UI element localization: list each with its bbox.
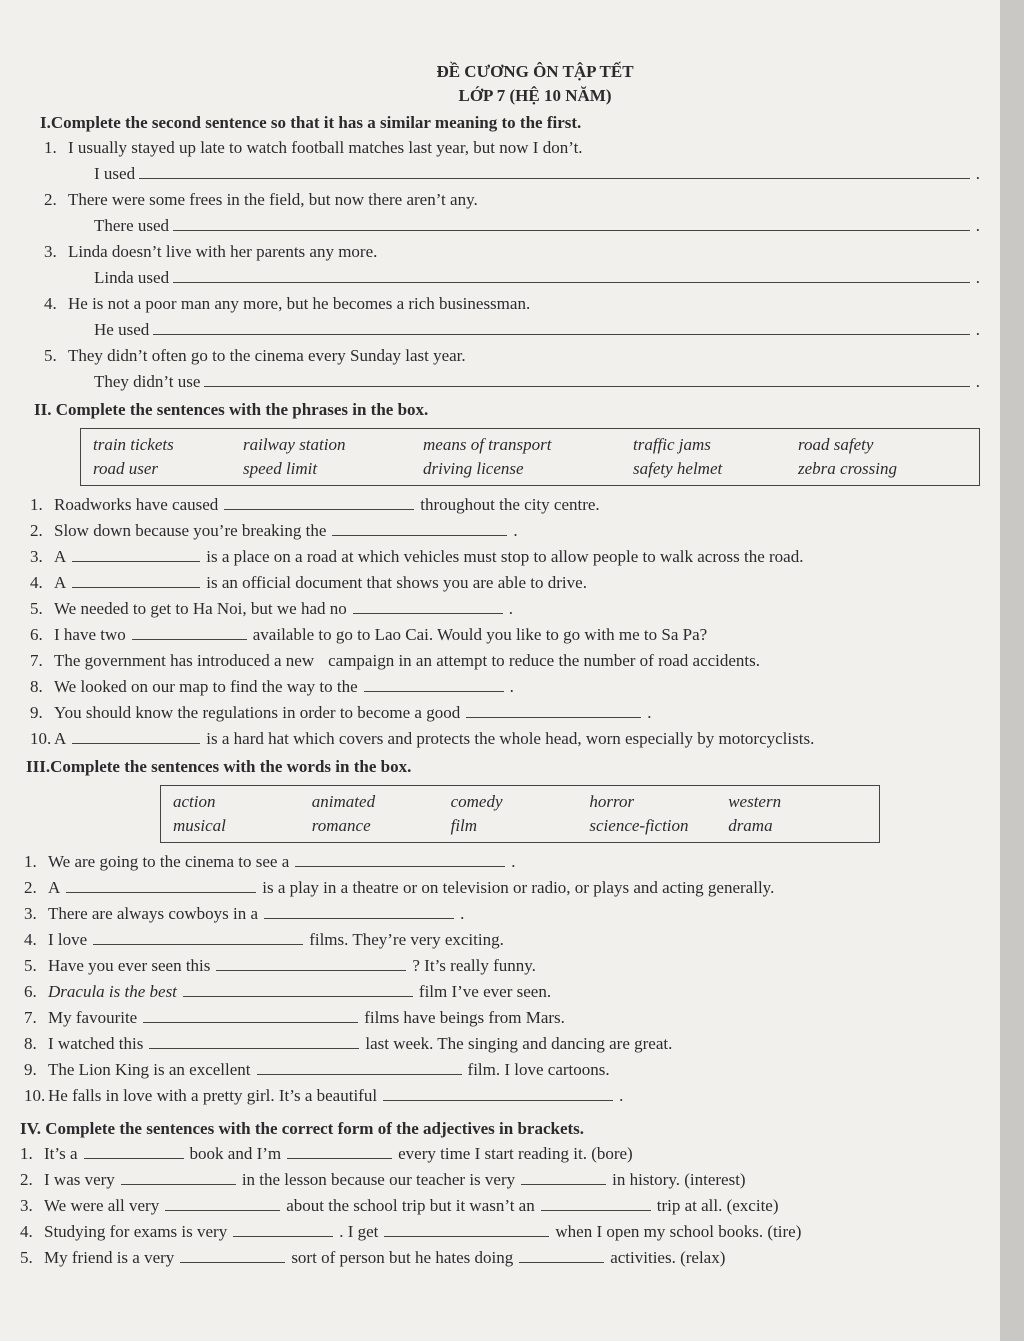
s2-item <box>30 570 980 596</box>
section-2 <box>30 492 980 752</box>
s4-num: 2. <box>20 1170 33 1189</box>
s2-text-b: throughout the city centre. <box>420 495 600 514</box>
worksheet-content <box>20 60 980 1271</box>
s4-num: 3. <box>20 1196 33 1215</box>
s3-num: 7. <box>24 1008 37 1027</box>
s2-num: 3. <box>30 547 43 566</box>
s3-num: 8. <box>24 1034 37 1053</box>
s2-text-b: . <box>513 521 518 540</box>
s2-num: 2. <box>30 521 43 540</box>
s3-item <box>24 901 980 927</box>
answer-blank[interactable] <box>257 1058 462 1075</box>
s2-num: 8. <box>30 677 43 696</box>
answer-blank[interactable] <box>521 1168 606 1185</box>
s4-text-b: book and I’m <box>189 1144 282 1163</box>
answer-blank[interactable] <box>183 980 413 997</box>
s2-text-a: Slow down because you’re breaking the <box>54 521 327 540</box>
section-4-heading: IV. Complete the sentences with the correct form of the adjectives in brackets. <box>20 1119 585 1138</box>
s2-item <box>30 518 980 544</box>
title-line-1: ĐỀ CƯƠNG ÔN TẬP TẾT <box>436 62 634 81</box>
s2-num: 7. <box>30 651 43 670</box>
s3-text-a: My favourite <box>48 1008 138 1027</box>
answer-blank[interactable] <box>72 571 200 588</box>
box-word: road safety <box>798 435 874 454</box>
answer-blank[interactable] <box>139 162 970 179</box>
s1-stem: He used <box>94 320 150 339</box>
answer-blank[interactable] <box>93 928 303 945</box>
box-word: horror <box>589 792 635 811</box>
s4-text-c: trip at all. (excite) <box>656 1196 779 1215</box>
s1-num: 3. <box>44 242 57 261</box>
s2-num: 10. <box>30 729 52 748</box>
s4-text-b: about the school trip but it wasn’t an <box>286 1196 535 1215</box>
s3-item <box>24 849 980 875</box>
s3-text-a: Dracula is the best <box>48 982 177 1001</box>
s1-text: They didn’t often go to the cinema every Sunday last year. <box>68 346 466 365</box>
answer-blank[interactable] <box>384 1220 549 1237</box>
s2-text-b: available to go to Lao Cai. Would you like to go with me to Sa Pa? <box>252 625 708 644</box>
answer-blank[interactable] <box>541 1194 651 1211</box>
s2-text-a: A <box>54 547 67 566</box>
s3-item <box>24 1083 980 1109</box>
answer-blank[interactable] <box>173 266 970 283</box>
s3-text-a: A <box>48 878 61 897</box>
s3-item <box>24 1057 980 1083</box>
box-word: comedy <box>450 792 503 811</box>
s2-text-b: . <box>509 677 514 696</box>
box-word: action <box>173 792 216 811</box>
s3-text-b: films. They’re very exciting. <box>309 930 504 949</box>
s4-item <box>20 1245 980 1271</box>
s1-text: He is not a poor man any more, but he becomes a rich businessman. <box>68 294 531 313</box>
s1-item <box>44 239 980 265</box>
s2-item <box>30 726 980 752</box>
s2-item <box>30 648 980 674</box>
box-word: drama <box>728 816 773 835</box>
s2-num: 6. <box>30 625 43 644</box>
s2-text-b: . <box>508 599 513 618</box>
s4-item <box>20 1219 980 1245</box>
s3-text-b: . <box>460 904 465 923</box>
s1-stem: Linda used <box>94 268 170 287</box>
answer-blank[interactable] <box>216 954 406 971</box>
answer-blank[interactable] <box>132 623 247 640</box>
answer-blank[interactable] <box>173 214 970 231</box>
s2-text-b: is a place on a road at which vehicles must stop to allow people to walk across the road. <box>206 547 804 566</box>
s4-text-a: We were all very <box>44 1196 160 1215</box>
s2-item <box>30 700 980 726</box>
s3-num: 10. <box>24 1086 46 1105</box>
box-word: traffic jams <box>633 435 711 454</box>
box-word: zebra crossing <box>798 459 898 478</box>
s2-text-a: You should know the regulations in order to become a good <box>54 703 461 722</box>
answer-blank[interactable] <box>383 1084 613 1101</box>
box-word: train tickets <box>93 435 174 454</box>
s3-text-b: . <box>619 1086 624 1105</box>
section-3 <box>24 849 980 1109</box>
s4-text-c: in history. (interest) <box>612 1170 746 1189</box>
s4-text-b: . I get <box>339 1222 379 1241</box>
s2-num: 9. <box>30 703 43 722</box>
box-word: means of transport <box>423 435 552 454</box>
s1-num: 1. <box>44 138 57 157</box>
answer-blank[interactable] <box>519 1246 604 1263</box>
phrase-box <box>80 428 980 486</box>
answer-blank[interactable] <box>143 1006 358 1023</box>
s3-num: 4. <box>24 930 37 949</box>
s3-text-a: The Lion King is an excellent <box>48 1060 251 1079</box>
s2-item <box>30 674 980 700</box>
answer-blank[interactable] <box>121 1168 236 1185</box>
s1-stem: I used <box>94 164 136 183</box>
s3-num: 9. <box>24 1060 37 1079</box>
box-word: western <box>728 792 782 811</box>
box-word: romance <box>311 816 371 835</box>
answer-blank[interactable] <box>224 493 414 510</box>
answer-blank[interactable] <box>153 318 970 335</box>
s1-text: Linda doesn’t live with her parents any more. <box>68 242 378 261</box>
s3-text-b: . <box>511 852 516 871</box>
s2-text-b: is an official document that shows you are able to drive. <box>206 573 587 592</box>
s4-item <box>20 1193 980 1219</box>
answer-blank[interactable] <box>353 597 503 614</box>
s1-num: 5. <box>44 346 57 365</box>
s3-item <box>24 1005 980 1031</box>
s4-num: 1. <box>20 1144 33 1163</box>
s4-text-b: sort of person but he hates doing <box>291 1248 514 1267</box>
answer-blank[interactable] <box>233 1220 333 1237</box>
s4-text-c: when I open my school books. (tire) <box>555 1222 802 1241</box>
s2-text-a: Roadworks have caused <box>54 495 219 514</box>
s1-answer-line: Linda used . <box>44 265 980 291</box>
background-edge <box>1000 0 1024 1341</box>
box-word: driving license <box>423 459 524 478</box>
title-line-2: LỚP 7 (HỆ 10 NĂM) <box>458 86 612 105</box>
answer-blank[interactable] <box>165 1194 280 1211</box>
box-word: railway station <box>243 435 346 454</box>
box-word: film <box>450 816 478 835</box>
s4-text-a: Studying for exams is very <box>44 1222 228 1241</box>
s2-item <box>30 596 980 622</box>
box-word: musical <box>173 816 226 835</box>
s3-text-a: He falls in love with a pretty girl. It’s a beautiful <box>48 1086 378 1105</box>
box-word: animated <box>311 792 376 811</box>
s2-text-a: A <box>54 573 67 592</box>
s2-item <box>30 622 980 648</box>
s1-item <box>44 187 980 213</box>
s4-num: 5. <box>20 1248 33 1267</box>
s4-num: 4. <box>20 1222 33 1241</box>
s3-text-a: We are going to the cinema to see a <box>48 852 290 871</box>
s1-stem: They didn’t use <box>94 372 201 391</box>
s4-text-a: It’s a <box>44 1144 78 1163</box>
s1-num: 4. <box>44 294 57 313</box>
answer-blank[interactable] <box>204 370 969 387</box>
s3-num: 5. <box>24 956 37 975</box>
answer-blank[interactable] <box>149 1032 359 1049</box>
s2-num: 5. <box>30 599 43 618</box>
section-2-heading: II. Complete the sentences with the phrases in the box. <box>34 400 429 419</box>
s2-text-a: We needed to get to Ha Noi, but we had no <box>54 599 347 618</box>
s3-item <box>24 1031 980 1057</box>
word-box <box>160 785 880 843</box>
s2-text-a: We looked on our map to find the way to the <box>54 677 358 696</box>
answer-blank[interactable] <box>364 675 504 692</box>
s3-text-a: Have you ever seen this <box>48 956 211 975</box>
s4-text-c: activities. (relax) <box>610 1248 726 1267</box>
s1-item <box>44 343 980 369</box>
s4-text-b: in the lesson because our teacher is very <box>241 1170 516 1189</box>
s3-num: 2. <box>24 878 37 897</box>
s3-text-a: I love <box>48 930 88 949</box>
s1-stem: There used <box>94 216 170 235</box>
s3-item <box>24 927 980 953</box>
box-word: road user <box>93 459 159 478</box>
s2-num: 1. <box>30 495 43 514</box>
s2-text-b: . <box>647 703 652 722</box>
answer-blank[interactable] <box>66 876 256 893</box>
box-word: safety helmet <box>633 459 723 478</box>
s3-item <box>24 979 980 1005</box>
s3-text-b: films have beings from Mars. <box>364 1008 565 1027</box>
s1-text: There were some frees in the field, but now there aren’t any. <box>68 190 478 209</box>
s1-item <box>44 135 980 161</box>
s3-text-b: is a play in a theatre or on television or radio, or plays and acting generally. <box>262 878 775 897</box>
s1-num: 2. <box>44 190 57 209</box>
s2-text-a: The government has introduced a new <box>54 651 315 670</box>
s3-item <box>24 875 980 901</box>
s4-item <box>20 1141 980 1167</box>
s3-num: 3. <box>24 904 37 923</box>
answer-blank[interactable] <box>332 519 507 536</box>
answer-blank[interactable] <box>180 1246 285 1263</box>
answer-blank[interactable] <box>287 1142 392 1159</box>
s2-item <box>30 492 980 518</box>
section-1 <box>44 135 980 395</box>
s3-text-b: film. I love cartoons. <box>467 1060 610 1079</box>
section-3-heading: III.Complete the sentences with the words in the box. <box>26 757 412 776</box>
s3-text-a: There are always cowboys in a <box>48 904 259 923</box>
answer-blank[interactable] <box>466 701 641 718</box>
s3-text-a: I watched this <box>48 1034 144 1053</box>
s1-answer-line: I used . <box>44 161 980 187</box>
s3-num: 1. <box>24 852 37 871</box>
s2-text-a: I have two <box>54 625 126 644</box>
s1-answer-line: He used . <box>44 317 980 343</box>
s4-text-c: every time I start reading it. (bore) <box>398 1144 633 1163</box>
s1-item <box>44 291 980 317</box>
section-1-heading: I.Complete the second sentence so that it has a similar meaning to the first. <box>40 113 582 132</box>
s2-text-a: A <box>54 729 67 748</box>
box-word: science-fiction <box>589 816 689 835</box>
s2-num: 4. <box>30 573 43 592</box>
section-4 <box>20 1141 980 1271</box>
s1-answer-line: There used . <box>44 213 980 239</box>
s3-text-b: film I’ve ever seen. <box>418 982 552 1001</box>
box-word: speed limit <box>243 459 318 478</box>
answer-blank[interactable] <box>72 545 200 562</box>
s4-item <box>20 1167 980 1193</box>
s3-text-b: last week. The singing and dancing are great. <box>365 1034 673 1053</box>
s2-text-b: campaign in an attempt to reduce the number of road accidents. <box>328 651 761 670</box>
answer-blank[interactable] <box>264 902 454 919</box>
s3-num: 6. <box>24 982 37 1001</box>
s1-answer-line: They didn’t use . <box>44 369 980 395</box>
answer-blank[interactable] <box>295 850 505 867</box>
s2-text-b: is a hard hat which covers and protects the whole head, worn especially by motorcyclists. <box>206 729 815 748</box>
answer-blank[interactable] <box>72 727 200 744</box>
s3-text-b: ? It’s really funny. <box>412 956 536 975</box>
s2-item <box>30 544 980 570</box>
s4-text-a: I was very <box>44 1170 115 1189</box>
answer-blank[interactable] <box>84 1142 184 1159</box>
s1-text: I usually stayed up late to watch football matches last year, but now I don’t. <box>68 138 583 157</box>
s3-item <box>24 953 980 979</box>
s4-text-a: My friend is a very <box>44 1248 175 1267</box>
